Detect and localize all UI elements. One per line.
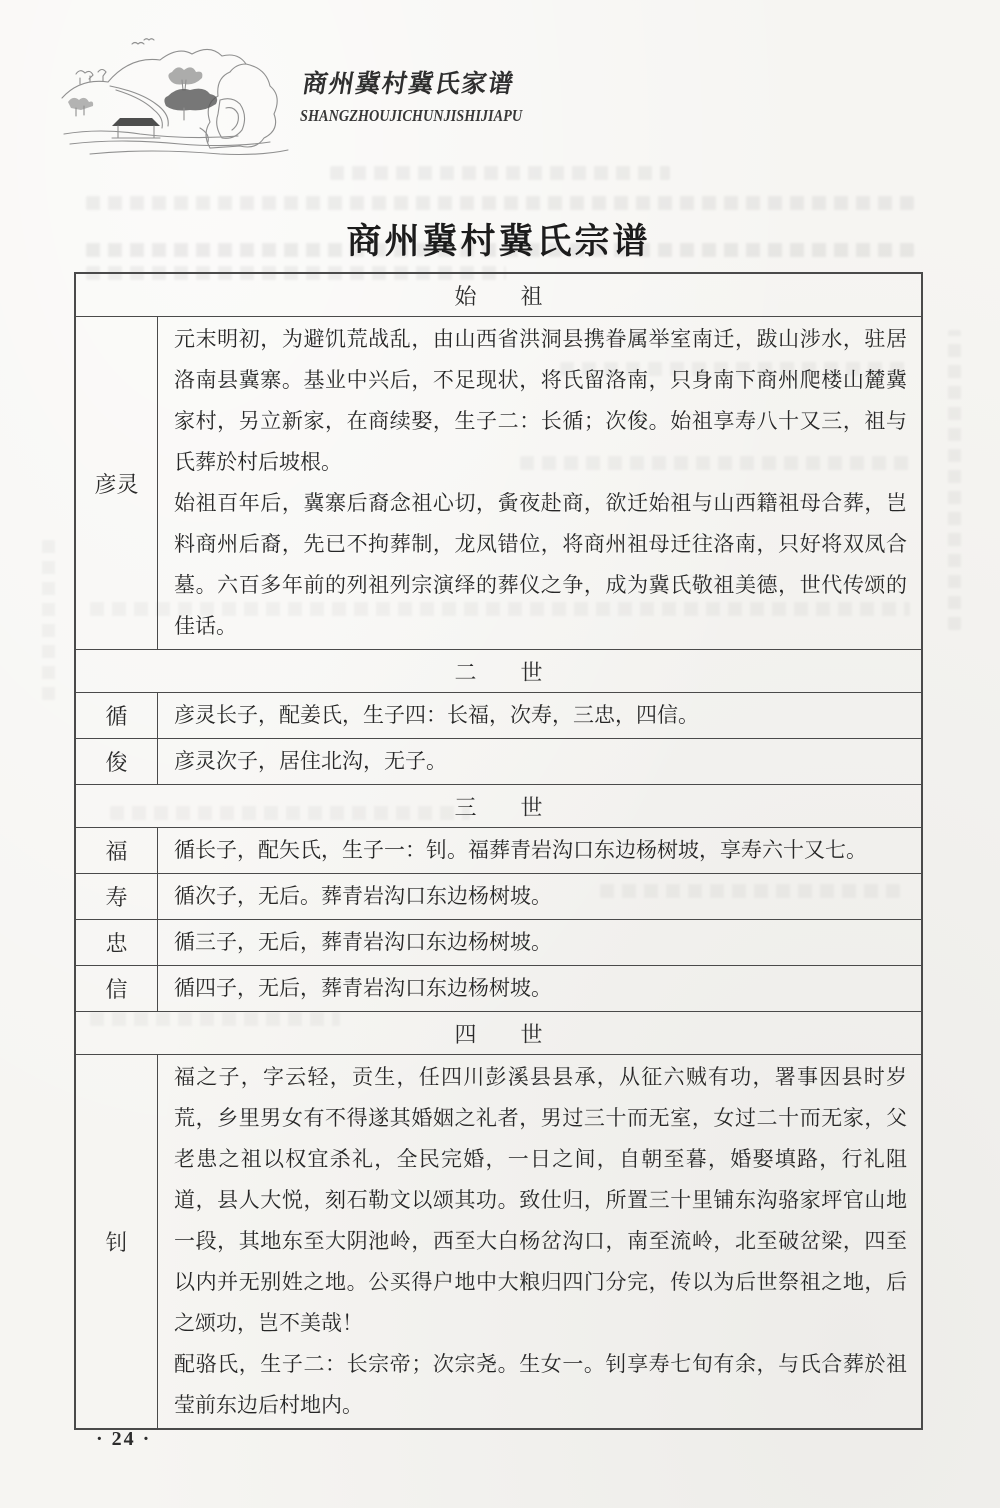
ancestor-row: [76, 738, 921, 784]
genealogy-table: [74, 272, 923, 1430]
ancestor-description: [158, 828, 921, 873]
bleed-through-smudge: [330, 166, 670, 180]
generation-header-row: [76, 784, 921, 827]
bleed-through-smudge: [86, 196, 914, 210]
ancestor-name: 忠: [76, 920, 158, 965]
page-title: 商州冀村冀氏宗谱: [346, 222, 651, 261]
ancestor-name: 福: [76, 828, 158, 873]
book-title-pinyin: SHANGZHOUJICHUNJISHIJIAPU: [300, 106, 523, 125]
ancestor-description: [158, 317, 921, 649]
ancestor-description: [158, 920, 921, 965]
ancestor-name: 彦灵: [76, 317, 158, 649]
landscape-illustration: [60, 38, 295, 163]
generation-header-row: [76, 274, 921, 316]
entry-paragraph: 始祖百年后，冀寨后裔念祖心切，夤夜赴商，欲迁始祖与山西籍祖母合葬，岂料商州后裔，先已不拘葬制，龙凤错位，将商州祖母迁往洛南，只好将双凤合墓。六百多年前的列祖列宗演绎的葬仪之争，成为冀氏敬祖美德，世代传颂的佳话。: [174, 491, 907, 638]
entry-paragraph: 彦灵长子，配姜氏，生子四：长福，次寿，三忠，四信。: [174, 703, 699, 727]
ancestor-description: [158, 966, 921, 1011]
ancestor-name: 俊: [76, 739, 158, 784]
generation-header: 二 世: [454, 659, 543, 685]
ancestor-name: 寿: [76, 874, 158, 919]
entry-paragraph: 循长子，配矢氏，生子一：钊。福葬青岩沟口东边杨树坡，享寿六十又七。: [174, 838, 867, 862]
bleed-through-smudge: [948, 330, 961, 630]
ancestor-row: [76, 1054, 921, 1428]
ancestor-description: [158, 693, 921, 738]
entry-paragraph: 循三子，无后，葬青岩沟口东边杨树坡。: [174, 930, 552, 954]
entry-paragraph: 元末明初，为避饥荒战乱，由山西省洪洞县携眷属举室南迁，跋山涉水，驻居洛南县冀寨。基业中兴后，不足现状，将氏留洛南，只身南下商州爬楼山麓冀家村，另立新家，在商续娶，生子二：长循；次俊。始祖享寿八十又三，祖与氏葬於村后坡根。: [174, 327, 907, 474]
ancestor-row: [76, 919, 921, 965]
entry-paragraph: 福之子，字云轻，贡生，任四川彭溪县县承，从征六贼有功，署事因县时岁荒，乡里男女有不得遂其婚姻之礼者，男过三十而无室，女过二十而无家，父老患之祖以权宜杀礼，全民完婚，一日之间，自朝至暮，婚娶填路，行礼阻道，县人大悦，刻石勒文以颂其功。致仕归，所置三十里铺东沟骆家坪官山地一段，其地东至大阴池岭，西至大白杨岔沟口，南至流岭，北至破岔梁，四至以内并无别姓之地。公买得户地中大粮归四门分完，传以为后世祭祖之地，后之颂功，岂不美哉！: [174, 1065, 907, 1335]
generation-header: 始 祖: [454, 283, 543, 309]
ancestor-name: 钊: [76, 1055, 158, 1428]
ancestor-description: [158, 1055, 921, 1428]
ancestor-name: 信: [76, 966, 158, 1011]
entry-paragraph: 循四子，无后，葬青岩沟口东边杨树坡。: [174, 976, 552, 1000]
bleed-through-smudge: [42, 540, 55, 700]
entry-paragraph: 彦灵次子，居住北沟，无子。: [174, 749, 447, 773]
book-title: 商州冀村冀氏家谱: [300, 71, 517, 98]
generation-header-row: [76, 1011, 921, 1054]
ancestor-row: [76, 692, 921, 738]
ancestor-description: [158, 874, 921, 919]
ancestor-row: [76, 873, 921, 919]
generation-header: 三 世: [454, 794, 543, 820]
ancestor-row: [76, 316, 921, 649]
ancestor-row: [76, 827, 921, 873]
ancestor-description: [158, 739, 921, 784]
ancestor-name: 循: [76, 693, 158, 738]
entry-paragraph: 配骆氏，生子二：长宗帝；次宗尧。生女一。钊享寿七旬有余，与氏合葬於祖莹前东边后村地内。: [174, 1352, 907, 1417]
ancestor-row: [76, 965, 921, 1011]
generation-header: 四 世: [454, 1021, 543, 1047]
page-number: · 24 ·: [96, 1428, 152, 1450]
book-header: [300, 64, 565, 126]
generation-header-row: [76, 649, 921, 692]
entry-paragraph: 循次子，无后。葬青岩沟口东边杨树坡。: [174, 884, 552, 908]
